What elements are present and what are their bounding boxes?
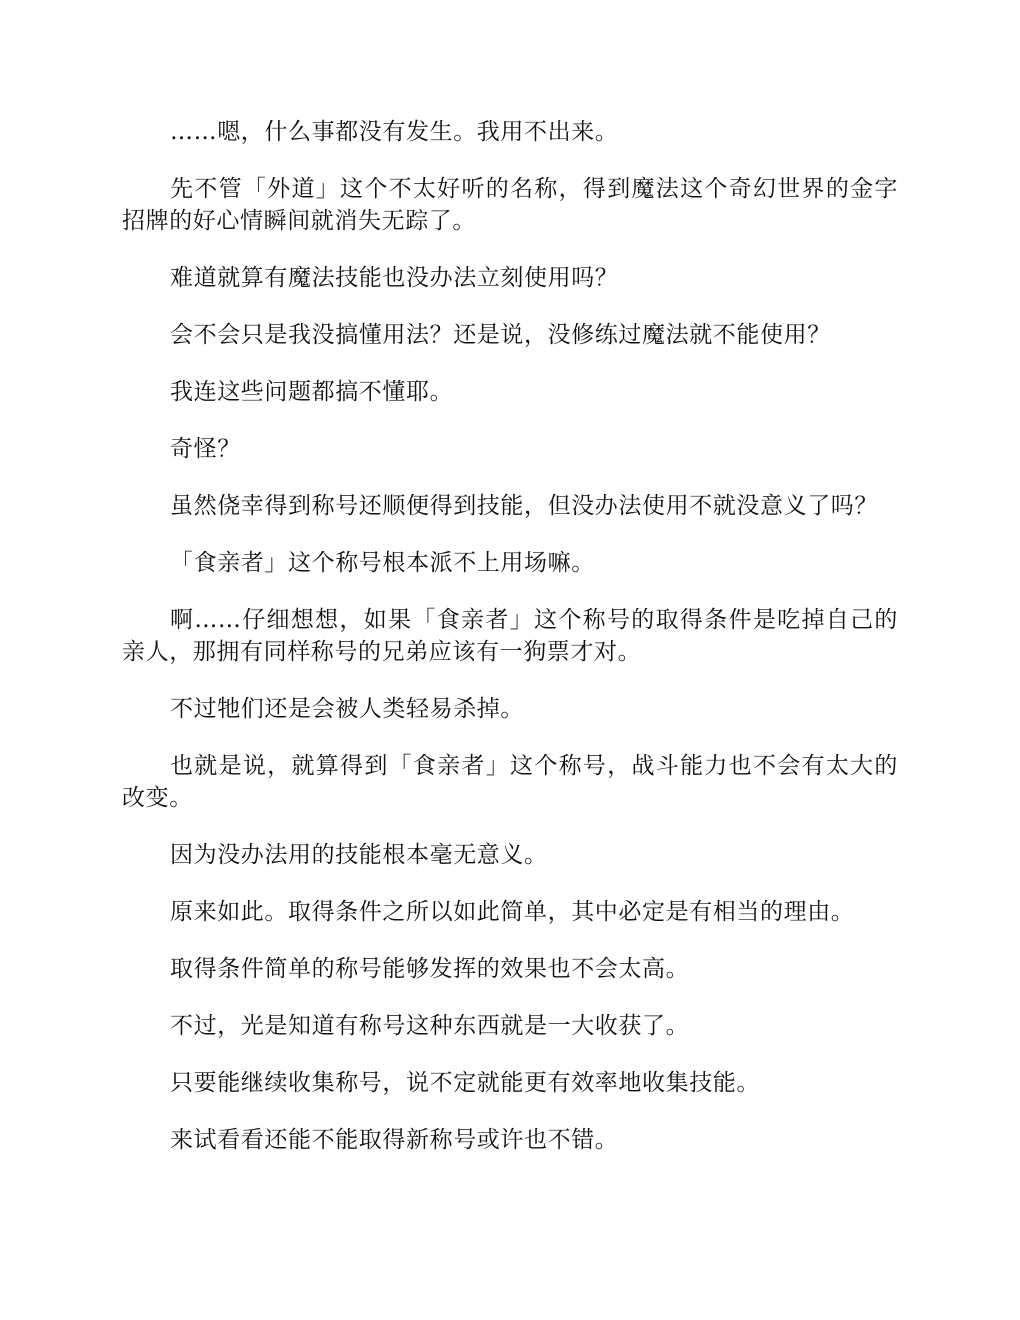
paragraph: 虽然侥幸得到称号还顺便得到技能，但没办法使用不就没意义了吗？ xyxy=(170,493,878,519)
paragraph: 会不会只是我没搞懂用法？还是说，没修练过魔法就不能使用？ xyxy=(170,322,831,348)
paragraph: 难道就算有魔法技能也没办法立刻使用吗？ xyxy=(170,265,619,291)
paragraph: 只要能继续收集称号，说不定就能更有效率地收集技能。 xyxy=(170,1070,760,1096)
paragraph: 也就是说，就算得到「食亲者」这个称号，战斗能力也不会有太大的改变。 xyxy=(122,753,898,811)
paragraph: 因为没办法用的技能根本毫无意义。 xyxy=(170,842,548,868)
paragraph: 先不管「外道」这个不太好听的名称，得到魔法这个奇幻世界的金字招牌的好心情瞬间就消失无踪了。 xyxy=(122,176,898,234)
paragraph: 原来如此。取得条件之所以如此简单，其中必定是有相当的理由。 xyxy=(170,899,855,925)
paragraph: 「食亲者」这个称号根本派不上用场嘛。 xyxy=(170,550,595,576)
paragraph: ……嗯，什么事都没有发生。我用不出来。 xyxy=(170,119,619,145)
paragraph: 奇怪？ xyxy=(170,436,241,462)
text-body xyxy=(122,116,898,1181)
paragraph: 取得条件简单的称号能够发挥的效果也不会太高。 xyxy=(170,956,690,982)
paragraph: 我连这些问题都搞不懂耶。 xyxy=(170,379,454,405)
paragraph: 不过，光是知道有称号这种东西就是一大收获了。 xyxy=(170,1013,690,1039)
paragraph: 不过牠们还是会被人类轻易杀掉。 xyxy=(170,696,524,722)
paragraph: 啊……仔细想想，如果「食亲者」这个称号的取得条件是吃掉自己的亲人，那拥有同样称号的兄弟应该有一狗票才对。 xyxy=(122,607,898,665)
paragraph: 来试看看还能不能取得新称号或许也不错。 xyxy=(170,1127,619,1153)
